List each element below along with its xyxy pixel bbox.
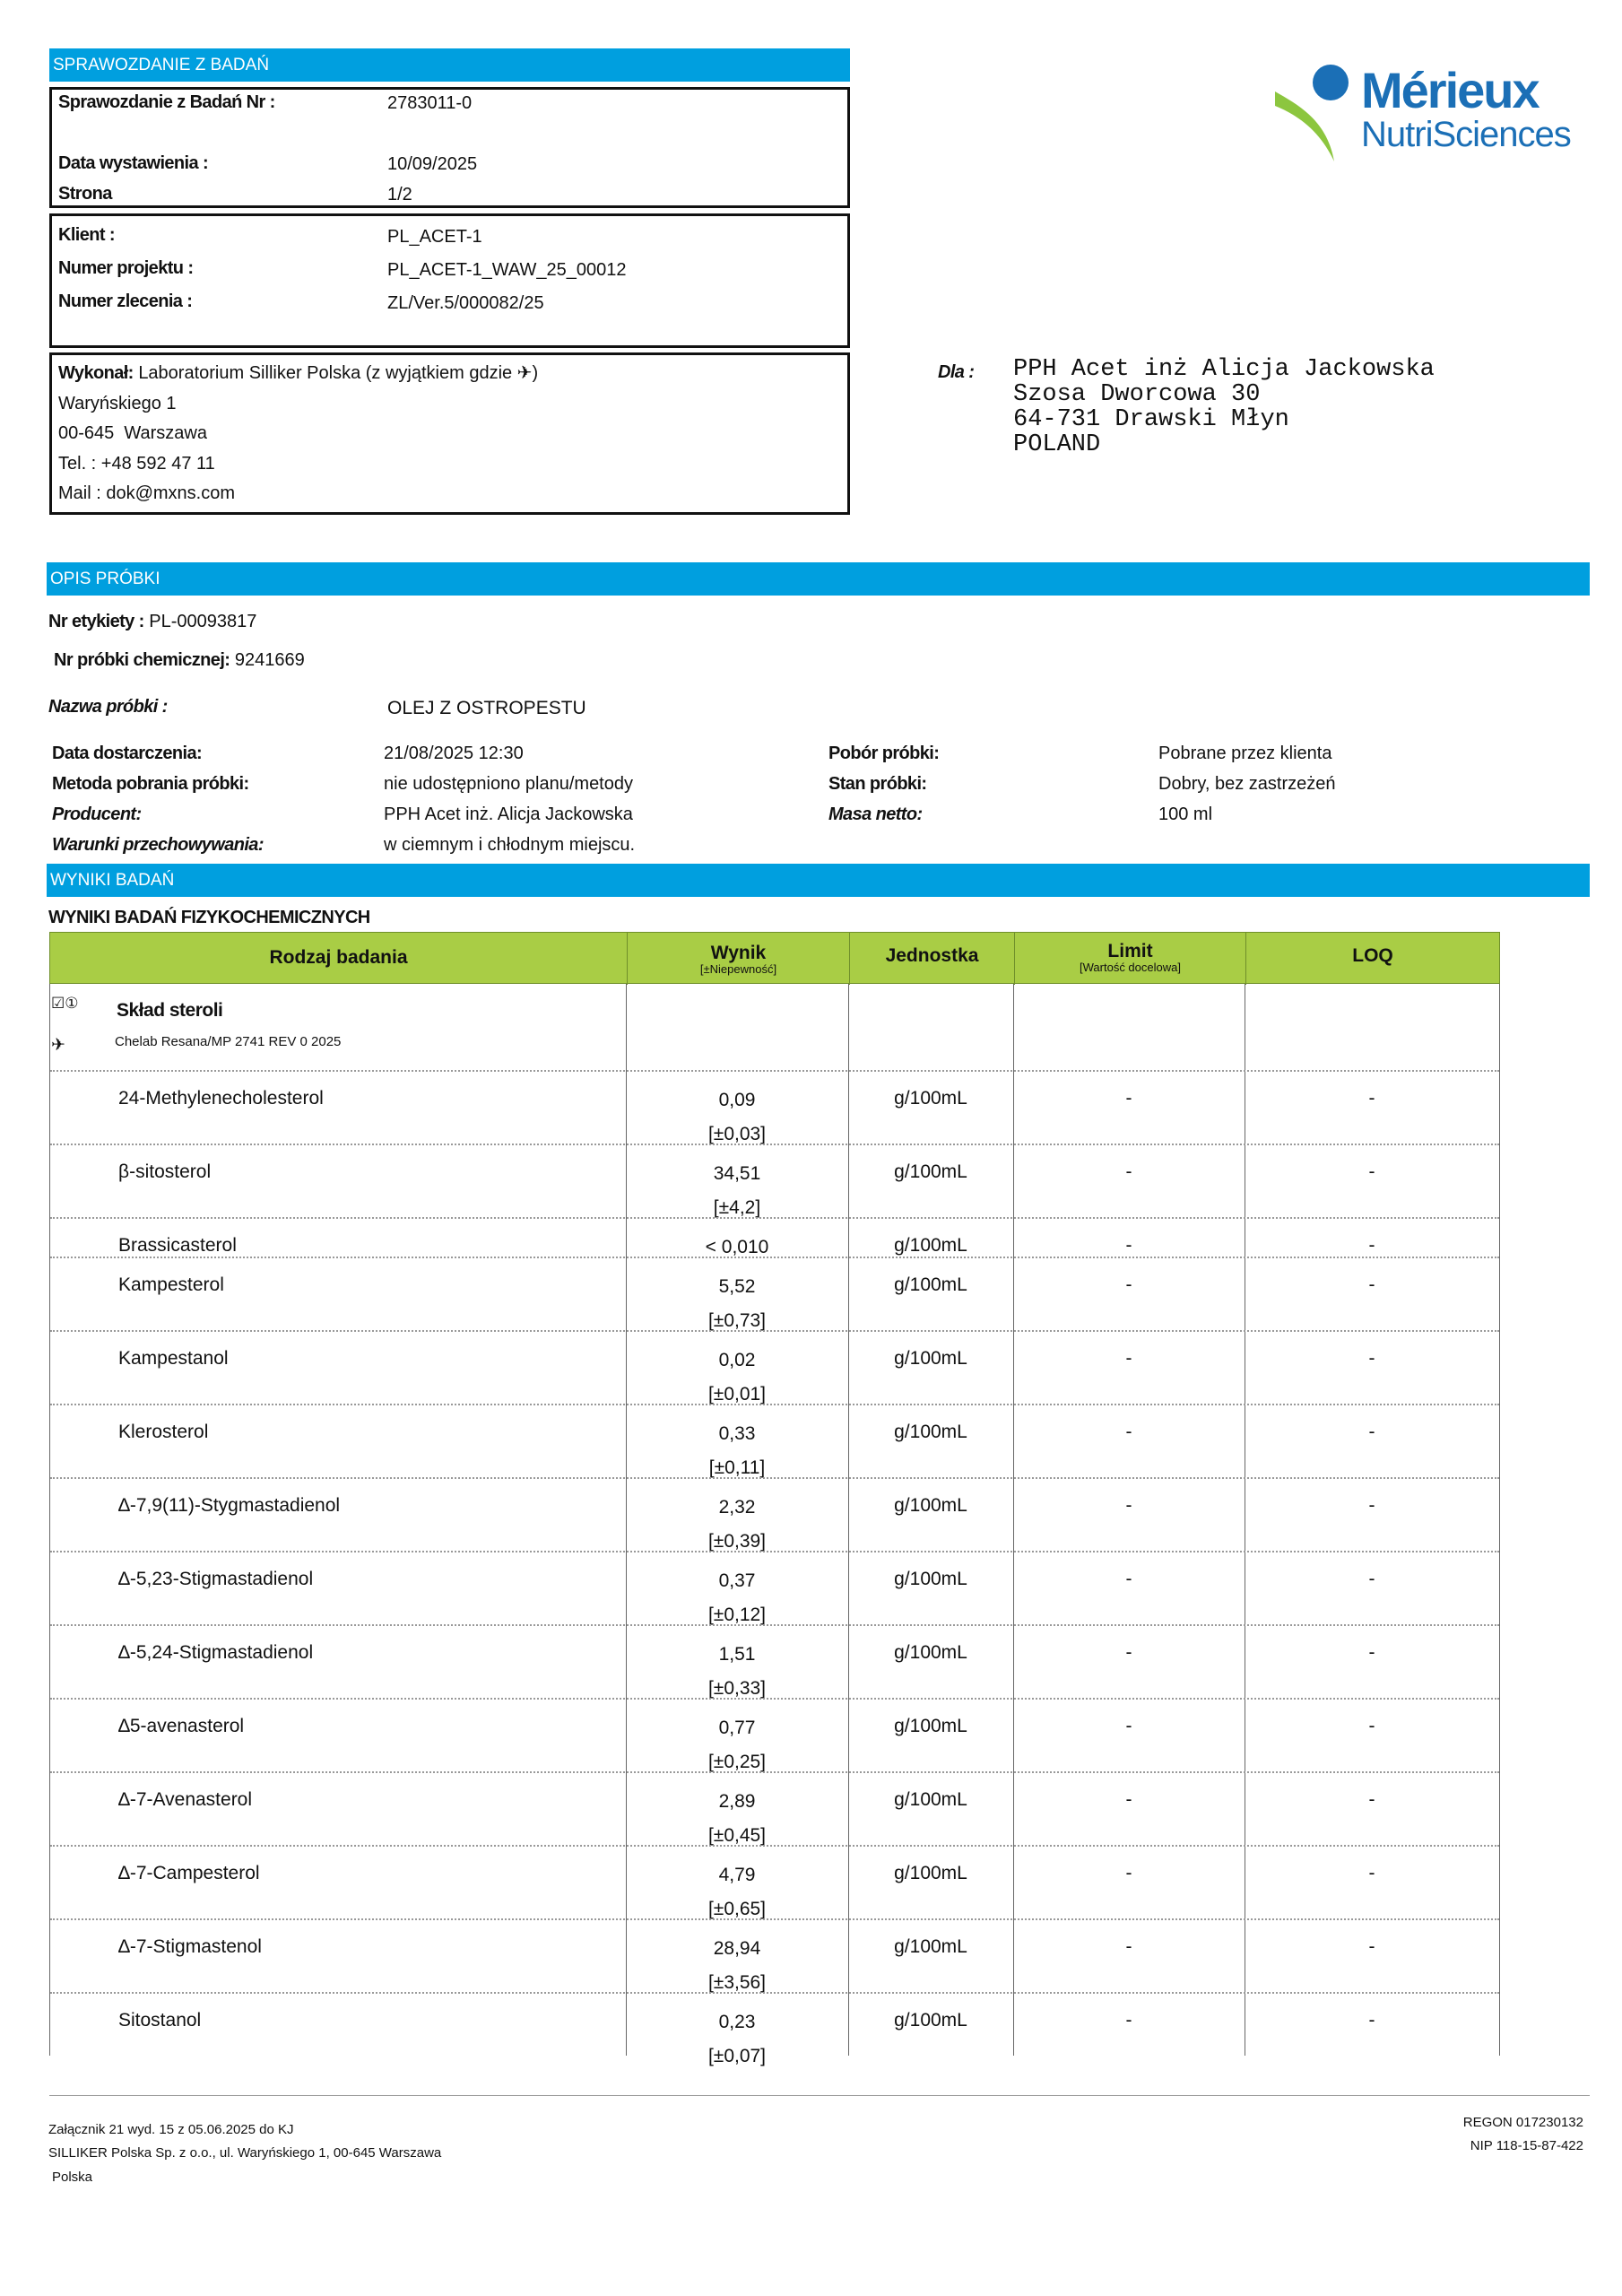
result-loq: -	[1368, 1088, 1375, 1109]
storage-label: Warunki przechowywania:	[52, 835, 264, 855]
report-no-label: Sprawozdanie z Badań Nr :	[58, 92, 275, 112]
sample-name-value: OLEJ Z OSTROPESTU	[387, 698, 586, 718]
footer-nip: NIP 118-15-87-422	[1470, 2138, 1583, 2153]
group-icons: ☑①	[51, 995, 79, 1012]
result-value: 0,09	[718, 1090, 756, 1110]
results-subtitle: WYNIKI BADAŃ FIZYKOCHEMICZNYCH	[48, 908, 370, 927]
storage-value: w ciemnym i chłodnym miejscu.	[384, 835, 636, 855]
result-test-name: Sitostanol	[118, 2010, 202, 2031]
client-info-box	[49, 213, 850, 348]
result-test-name: Kampestanol	[118, 1348, 229, 1369]
col-test-header: Rodzaj badania	[269, 947, 408, 968]
logo-brand-bottom: NutriSciences	[1361, 115, 1571, 154]
row-separator	[50, 1624, 1499, 1626]
result-limit: -	[1125, 1642, 1132, 1663]
result-loq: -	[1368, 1789, 1375, 1810]
mass-label: Masa netto:	[828, 804, 923, 824]
result-test-name: β-sitosterol	[118, 1161, 212, 1182]
result-loq: -	[1368, 1863, 1375, 1883]
order-label: Numer zlecenia :	[58, 291, 193, 311]
lab-city: 00-645 Warszawa	[58, 423, 207, 443]
col-result-title: Wynik	[710, 943, 767, 963]
sampling-value: Pobrane przez klienta	[1158, 744, 1332, 763]
label-number-label: Nr etykiety :	[48, 612, 144, 631]
client-value: PL_ACET-1	[387, 227, 482, 247]
footer-line-1: Załącznik 21 wyd. 15 z 05.06.2025 do KJ	[48, 2122, 294, 2137]
performed-label: Wykonał:	[58, 363, 134, 383]
result-unit: g/100mL	[894, 1936, 967, 1957]
group-title: Skład steroli	[117, 1000, 223, 1021]
result-value: 0,02	[718, 1350, 756, 1370]
result-loq: -	[1368, 1716, 1375, 1736]
footer-regon: REGON 017230132	[1462, 2115, 1583, 2130]
result-limit: -	[1125, 1161, 1132, 1182]
result-test-name: Brassicasterol	[118, 1235, 237, 1256]
result-test-name: ∆-7-Avenasterol	[118, 1789, 253, 1810]
col-result-sub: [±Niepewność]	[699, 962, 777, 976]
project-value: PL_ACET-1_WAW_25_00012	[387, 260, 627, 280]
result-uncertainty: [±0,25]	[707, 1752, 767, 1772]
result-test-name: ∆5-avenasterol	[118, 1716, 245, 1736]
sample-name-label: Nazwa próbki :	[48, 697, 168, 717]
result-limit: -	[1125, 1088, 1132, 1109]
result-uncertainty: [±0,45]	[707, 1825, 767, 1846]
result-value: 2,32	[718, 1497, 756, 1518]
result-unit: g/100mL	[894, 1274, 967, 1295]
issue-date: 10/09/2025	[387, 154, 478, 174]
plane-icon: ✈	[51, 1036, 65, 1055]
recipient-line-3: 64-731 Drawski Młyn	[1013, 406, 1289, 433]
result-unit: g/100mL	[894, 1789, 967, 1810]
result-unit: g/100mL	[894, 1716, 967, 1736]
col-limit-sub: [Wartość docelowa]	[1080, 961, 1181, 974]
result-test-name: Klerosterol	[118, 1422, 209, 1442]
client-label: Klient :	[58, 225, 115, 245]
row-separator	[50, 1698, 1499, 1700]
result-uncertainty: [±0,07]	[707, 2046, 767, 2066]
row-separator	[50, 1771, 1499, 1773]
row-separator	[50, 1845, 1499, 1847]
result-value: 4,79	[718, 1865, 756, 1885]
method-value: nie udostępniono planu/metody	[384, 774, 633, 794]
row-separator	[50, 1918, 1499, 1920]
performed-value: Laboratorium Silliker Polska (z wyjątkiem gdzie ✈)	[138, 363, 539, 383]
logo-brand-top: Mérieux	[1361, 62, 1539, 118]
result-value: 34,51	[713, 1163, 761, 1184]
mass-value: 100 ml	[1158, 804, 1213, 824]
lab-mail: Mail : dok@mxns.com	[58, 483, 236, 503]
result-uncertainty: [±0,01]	[707, 1384, 767, 1405]
result-loq: -	[1368, 1274, 1375, 1295]
col-unit-header: Jednostka	[849, 933, 1014, 985]
result-test-name: ∆-7-Campesterol	[118, 1863, 260, 1883]
result-loq: -	[1368, 1642, 1375, 1663]
result-uncertainty: [±0,73]	[707, 1310, 767, 1331]
result-limit: -	[1125, 1495, 1132, 1516]
row-separator	[50, 1144, 1499, 1145]
col-limit-header	[1014, 933, 1245, 985]
result-loq: -	[1368, 1936, 1375, 1957]
recipient-line-1: PPH Acet inż Alicja Jackowska	[1013, 356, 1435, 383]
page-label: Strona	[58, 184, 112, 204]
result-loq: -	[1368, 1348, 1375, 1369]
result-limit: -	[1125, 1569, 1132, 1589]
result-value: 0,23	[718, 2012, 756, 2032]
col-loq-header: LOQ	[1245, 933, 1499, 985]
chem-number	[54, 650, 305, 671]
result-uncertainty: [±0,65]	[707, 1899, 767, 1919]
recipient-line-4: POLAND	[1013, 431, 1101, 458]
group-method: Chelab Resana/MP 2741 REV 0 2025	[115, 1034, 342, 1049]
chem-number-label: Nr próbki chemicznej:	[54, 650, 230, 670]
footer-line-2: SILLIKER Polska Sp. z o.o., ul. Waryńskiego 1, 00-645 Warszawa	[48, 2145, 442, 2161]
result-uncertainty: [±4,2]	[713, 1197, 761, 1218]
result-unit: g/100mL	[894, 1088, 967, 1109]
recipient-label: Dla :	[938, 362, 975, 382]
sampling-label: Pobór próbki:	[828, 744, 940, 763]
result-unit: g/100mL	[894, 1348, 967, 1369]
table-border-right	[1499, 984, 1500, 2056]
method-label: Metoda pobrania próbki:	[52, 774, 249, 794]
result-value: 2,89	[718, 1791, 756, 1812]
result-limit: -	[1125, 1789, 1132, 1810]
project-label: Numer projektu :	[58, 258, 194, 278]
result-value: 28,94	[713, 1938, 761, 1959]
producer-label: Producent:	[52, 804, 142, 824]
result-loq: -	[1368, 1495, 1375, 1516]
result-uncertainty: [±0,12]	[707, 1605, 767, 1625]
result-uncertainty: [±0,11]	[708, 1457, 766, 1478]
result-loq: -	[1368, 1422, 1375, 1442]
result-test-name: 24-Methylenecholesterol	[118, 1088, 324, 1109]
results-band: WYNIKI BADAŃ	[47, 864, 1590, 897]
issue-date-label: Data wystawienia :	[58, 153, 209, 173]
chem-number-value: 9241669	[234, 650, 305, 670]
result-test-name: Kampesterol	[118, 1274, 224, 1295]
col-limit-title: Limit	[1107, 941, 1153, 961]
state-label: Stan próbki:	[828, 774, 927, 794]
result-loq: -	[1368, 1235, 1375, 1256]
report-no: 2783011-0	[387, 93, 473, 113]
result-uncertainty: [±3,56]	[707, 1972, 767, 1993]
result-limit: -	[1125, 1274, 1132, 1295]
state-value: Dobry, bez zastrzeżeń	[1158, 774, 1336, 794]
lab-tel: Tel. : +48 592 47 11	[58, 454, 215, 474]
result-value: < 0,010	[705, 1237, 769, 1257]
result-value: 5,52	[718, 1276, 756, 1297]
result-loq: -	[1368, 2010, 1375, 2031]
row-separator	[50, 1330, 1499, 1332]
col-result-header	[627, 933, 849, 985]
row-separator	[50, 1257, 1499, 1258]
result-unit: g/100mL	[894, 1569, 967, 1589]
result-test-name: ∆-5,23-Stigmastadienol	[118, 1569, 314, 1589]
company-logo	[1271, 56, 1585, 168]
row-separator	[50, 1217, 1499, 1219]
result-value: 1,51	[718, 1644, 756, 1665]
result-unit: g/100mL	[894, 1235, 967, 1256]
lab-street: Waryńskiego 1	[58, 394, 177, 413]
row-separator	[50, 1551, 1499, 1552]
recipient-line-2: Szosa Dworcowa 30	[1013, 381, 1261, 408]
result-unit: g/100mL	[894, 1642, 967, 1663]
recipient-address	[1013, 357, 1435, 457]
result-unit: g/100mL	[894, 1161, 967, 1182]
result-value: 0,33	[718, 1423, 756, 1444]
delivery-value: 21/08/2025 12:30	[384, 744, 524, 763]
performed-by	[58, 361, 538, 384]
producer-value: PPH Acet inż. Alicja Jackowska	[384, 804, 633, 824]
result-limit: -	[1125, 1235, 1132, 1256]
result-limit: -	[1125, 1936, 1132, 1957]
lab-info-box	[49, 352, 850, 515]
result-test-name: ∆-7-Stigmastenol	[118, 1936, 262, 1957]
order-value: ZL/Ver.5/000082/25	[387, 293, 544, 313]
result-test-name: ∆-5,24-Stigmastadienol	[118, 1642, 314, 1663]
label-number	[48, 612, 256, 632]
results-table-header	[49, 932, 1500, 984]
result-unit: g/100mL	[894, 2010, 967, 2031]
row-separator	[50, 1070, 1499, 1072]
footer-rule	[49, 2095, 1590, 2096]
result-limit: -	[1125, 2010, 1132, 2031]
report-info-box	[49, 87, 850, 208]
result-uncertainty: [±0,03]	[707, 1124, 767, 1144]
result-unit: g/100mL	[894, 1495, 967, 1516]
row-separator	[50, 1477, 1499, 1479]
result-limit: -	[1125, 1863, 1132, 1883]
result-value: 0,37	[718, 1570, 756, 1591]
result-uncertainty: [±0,33]	[707, 1678, 767, 1699]
result-uncertainty: [±0,39]	[707, 1531, 767, 1552]
label-number-value: PL-00093817	[149, 612, 257, 631]
result-loq: -	[1368, 1161, 1375, 1182]
row-separator	[50, 1404, 1499, 1405]
delivery-label: Data dostarczenia:	[52, 744, 203, 763]
page-number: 1/2	[387, 185, 412, 204]
result-value: 0,77	[718, 1718, 756, 1738]
result-test-name: ∆-7,9(11)-Stygmastadienol	[118, 1495, 341, 1516]
result-loq: -	[1368, 1569, 1375, 1589]
footer-line-3: Polska	[52, 2170, 93, 2185]
report-band: SPRAWOZDANIE Z BADAŃ	[49, 48, 850, 82]
result-limit: -	[1125, 1348, 1132, 1369]
row-separator	[50, 1992, 1499, 1994]
result-unit: g/100mL	[894, 1863, 967, 1883]
logo-swoosh-icon	[1271, 56, 1370, 168]
result-unit: g/100mL	[894, 1422, 967, 1442]
sample-band: OPIS PRÓBKI	[47, 562, 1590, 596]
result-limit: -	[1125, 1422, 1132, 1442]
result-limit: -	[1125, 1716, 1132, 1736]
